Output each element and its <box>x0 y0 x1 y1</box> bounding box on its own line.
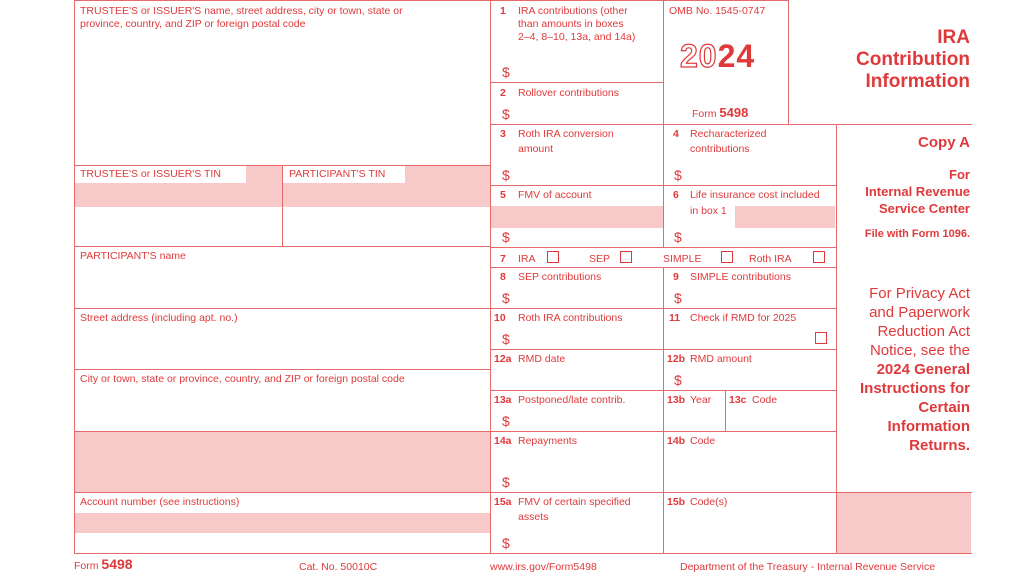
privacy-notice <box>860 284 970 455</box>
privacy-line-5: 2024 General <box>876 361 970 378</box>
box6-number: 6 <box>673 189 679 201</box>
footer-cat-number: Cat. No. 50010C <box>299 561 378 573</box>
form-label-header <box>692 106 748 121</box>
privacy-line-4: Notice, see the <box>869 342 970 359</box>
privacy-line-1: For Privacy Act <box>869 285 970 302</box>
box5-label: FMV of account <box>518 189 592 201</box>
box9-number: 9 <box>673 271 679 283</box>
box3-number: 3 <box>500 128 506 140</box>
box8-label: SEP contributions <box>518 271 602 283</box>
box12b-label: RMD amount <box>690 353 752 365</box>
box4-dollar: $ <box>674 167 682 183</box>
box4-label-2: contributions <box>690 143 750 155</box>
privacy-line-3: Reduction Act <box>877 323 970 340</box>
footer-form-number: 5498 <box>101 556 133 572</box>
city-label: City or town, state or province, country, and ZIP or foreign postal code <box>80 373 405 385</box>
footer-url[interactable]: www.irs.gov/Form5498 <box>490 561 597 573</box>
box1-dollar: $ <box>502 64 510 80</box>
box13b-label: Year <box>690 394 712 406</box>
privacy-line-6: Instructions for <box>859 380 970 397</box>
box3-dollar: $ <box>502 167 510 183</box>
account-number-label: Account number (see instructions) <box>80 496 240 508</box>
for-label: For <box>949 167 970 182</box>
box3-label-2: amount <box>518 143 554 155</box>
box7-simple-checkbox[interactable] <box>721 251 733 263</box>
box10-dollar: $ <box>502 331 510 347</box>
privacy-line-9: Returns. <box>909 437 970 454</box>
box12b-number: 12b <box>667 353 686 365</box>
box15a-number: 15a <box>494 496 512 508</box>
shade-right-bottom <box>836 492 971 553</box>
box7-roth-checkbox[interactable] <box>813 251 825 263</box>
box7-sep-checkbox[interactable] <box>620 251 632 263</box>
box6-label: Life insurance cost included <box>690 189 820 201</box>
box6-label-2: in box 1 <box>690 205 727 217</box>
file-with-label: File with Form 1096. <box>864 228 970 240</box>
box5-dollar: $ <box>502 229 510 245</box>
box14a-dollar: $ <box>502 474 510 490</box>
box3-label: Roth IRA conversion <box>518 128 614 140</box>
box7-ira-label: IRA <box>518 253 536 265</box>
box6-dollar: $ <box>674 229 682 245</box>
privacy-line-8: Information <box>887 418 970 435</box>
box13b-number: 13b <box>667 394 686 406</box>
box15a-label: FMV of certain specified <box>518 496 631 508</box>
copy-label: Copy A <box>918 134 970 151</box>
footer-form-prefix: Form <box>74 560 99 572</box>
box7-simple-label: SIMPLE <box>663 253 702 265</box>
box9-label: SIMPLE contributions <box>690 271 791 283</box>
box13c-number: 13c <box>729 394 747 406</box>
shade-box6 <box>735 206 835 228</box>
omb-number: OMB No. 1545-0747 <box>669 5 766 17</box>
footer-form <box>74 558 133 573</box>
box2-label: Rollover contributions <box>518 87 619 99</box>
box13a-number: 13a <box>494 394 512 406</box>
tax-year <box>680 38 755 74</box>
form-title-line-1: IRA <box>937 27 970 48</box>
box15b-label: Code(s) <box>690 496 728 508</box>
street-address-label: Street address (including apt. no.) <box>80 312 238 324</box>
privacy-line-2: and Paperwork <box>869 304 970 321</box>
trustee-name-label: TRUSTEE'S or ISSUER'S name, street address, city or town, state or <box>80 5 403 17</box>
box15b-number: 15b <box>667 496 686 508</box>
box15a-label-2: assets <box>518 511 549 523</box>
trustee-name-label-2: province, country, and ZIP or foreign postal code <box>80 18 306 30</box>
participant-name-label: PARTICIPANT'S name <box>80 250 186 262</box>
box13a-dollar: $ <box>502 413 510 429</box>
box10-number: 10 <box>494 312 506 324</box>
box11-number: 11 <box>669 312 681 324</box>
form-prefix-header: Form <box>692 108 717 120</box>
form-title-line-2: Contribution <box>856 49 970 70</box>
trustee-tin-label: TRUSTEE'S or ISSUER'S TIN <box>80 168 221 180</box>
box2-number: 2 <box>500 87 506 99</box>
shade-box5 <box>491 206 663 228</box>
box13c-label: Code <box>752 394 778 406</box>
irs-label-1: Internal Revenue <box>865 184 970 199</box>
form-title <box>856 27 970 93</box>
box1-number: 1 <box>500 5 506 17</box>
box7-roth-label: Roth IRA <box>749 253 792 265</box>
box13a-label: Postponed/late contrib. <box>518 394 626 406</box>
box11-label: Check if RMD for 2025 <box>690 312 797 324</box>
box9-dollar: $ <box>674 290 682 306</box>
box12a-number: 12a <box>494 353 512 365</box>
box12a-label: RMD date <box>518 353 566 365</box>
box1-label: IRA contributions (other <box>518 5 628 17</box>
box1-label-2: than amounts in boxes <box>518 18 624 30</box>
box14b-label: Code <box>690 435 716 447</box>
box14a-number: 14a <box>494 435 512 447</box>
form-title-line-3: Information <box>865 71 970 92</box>
participant-tin-label: PARTICIPANT'S TIN <box>289 168 386 180</box>
tax-year-outline: 20 <box>680 38 718 74</box>
shade-account <box>74 513 490 533</box>
form-number-header: 5498 <box>719 105 749 120</box>
box4-number: 4 <box>673 128 679 140</box>
box8-number: 8 <box>500 271 506 283</box>
box7-number: 7 <box>500 253 506 265</box>
box14b-number: 14b <box>667 435 686 447</box>
for-irs-block <box>865 166 970 217</box>
box10-label: Roth IRA contributions <box>518 312 623 324</box>
shade-left-block <box>74 431 490 492</box>
box4-label: Recharacterized <box>690 128 767 140</box>
privacy-line-7: Certain <box>918 399 970 416</box>
box12b-dollar: $ <box>674 372 682 388</box>
box14a-label: Repayments <box>518 435 577 447</box>
box7-sep-label: SEP <box>589 253 611 265</box>
box2-dollar: $ <box>502 106 510 122</box>
box1-label-3: 2–4, 8–10, 13a, and 14a) <box>518 31 636 43</box>
box7-ira-checkbox[interactable] <box>547 251 559 263</box>
footer-department: Department of the Treasury - Internal Revenue Service <box>680 561 936 573</box>
box11-checkbox[interactable] <box>815 332 827 344</box>
box15a-dollar: $ <box>502 535 510 551</box>
box8-dollar: $ <box>502 290 510 306</box>
irs-label-2: Service Center <box>878 201 970 216</box>
tax-year-bold: 24 <box>717 38 756 74</box>
box5-number: 5 <box>500 189 506 201</box>
